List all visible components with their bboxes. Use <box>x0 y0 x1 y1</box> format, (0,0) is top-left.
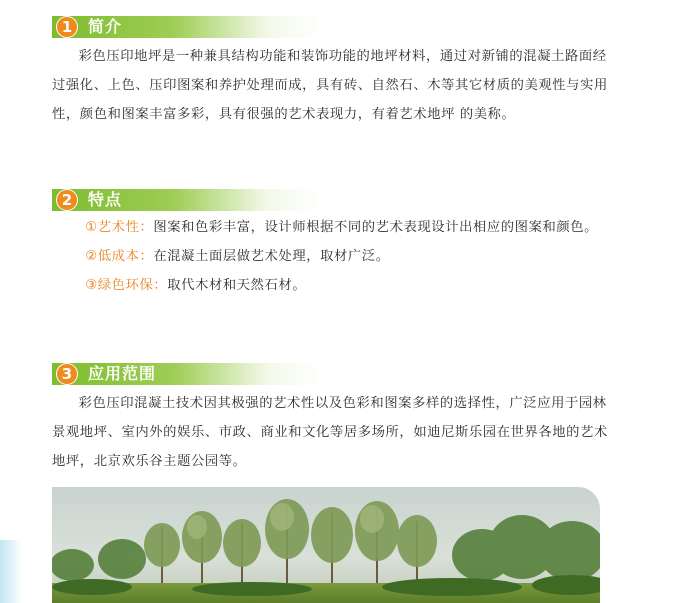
edge-decoration <box>0 540 22 603</box>
section-application <box>52 363 612 476</box>
feature-item <box>52 271 612 300</box>
feature-item <box>52 242 612 271</box>
feature-text: 取代木材和天然石材。 <box>167 278 307 293</box>
section-title: 特点 <box>88 190 123 209</box>
section-paragraph: 彩色压印地坪是一种兼具结构功能和装饰功能的地坪材料，通过对新铺的混凝土路面经过强化、上色、压印图案和养护处理而成，具有砖、自然石、木等其它材质的美观性与实用性，颜色和图案丰富多彩，具有很强的艺术表现力，有着艺术地坪 的美称。 <box>52 49 608 122</box>
feature-text: 图案和色彩丰富，设计师根据不同的艺术表现设计出相应的图案和颜色。 <box>153 220 599 235</box>
feature-item <box>52 213 612 242</box>
section-number-badge: 3 <box>56 363 78 385</box>
feature-label: ③绿色环保： <box>85 278 168 293</box>
section-number-badge: 2 <box>56 189 78 211</box>
section-paragraph: 彩色压印混凝土技术因其极强的艺术性以及色彩和图案多样的选择性，广泛应用于园林景观地坪、室内外的娱乐、市政、商业和文化等居多场所，如迪尼斯乐园在世界各地的艺术地坪，北京欢乐谷主题公园等。 <box>52 396 608 469</box>
feature-label: ②低成本： <box>85 249 154 264</box>
section-header-bar <box>52 16 322 38</box>
section-features <box>52 189 612 300</box>
feature-text: 在混凝土面层做艺术处理，取材广泛。 <box>153 249 390 264</box>
section-header-bar <box>52 189 322 211</box>
section-number-badge: 1 <box>56 16 78 38</box>
section-header-bar <box>52 363 322 385</box>
park-trees-photo <box>52 487 600 603</box>
section-title: 简介 <box>88 17 123 36</box>
feature-label: ①艺术性： <box>85 220 154 235</box>
section-title: 应用范围 <box>88 364 157 383</box>
section-intro <box>52 16 612 129</box>
